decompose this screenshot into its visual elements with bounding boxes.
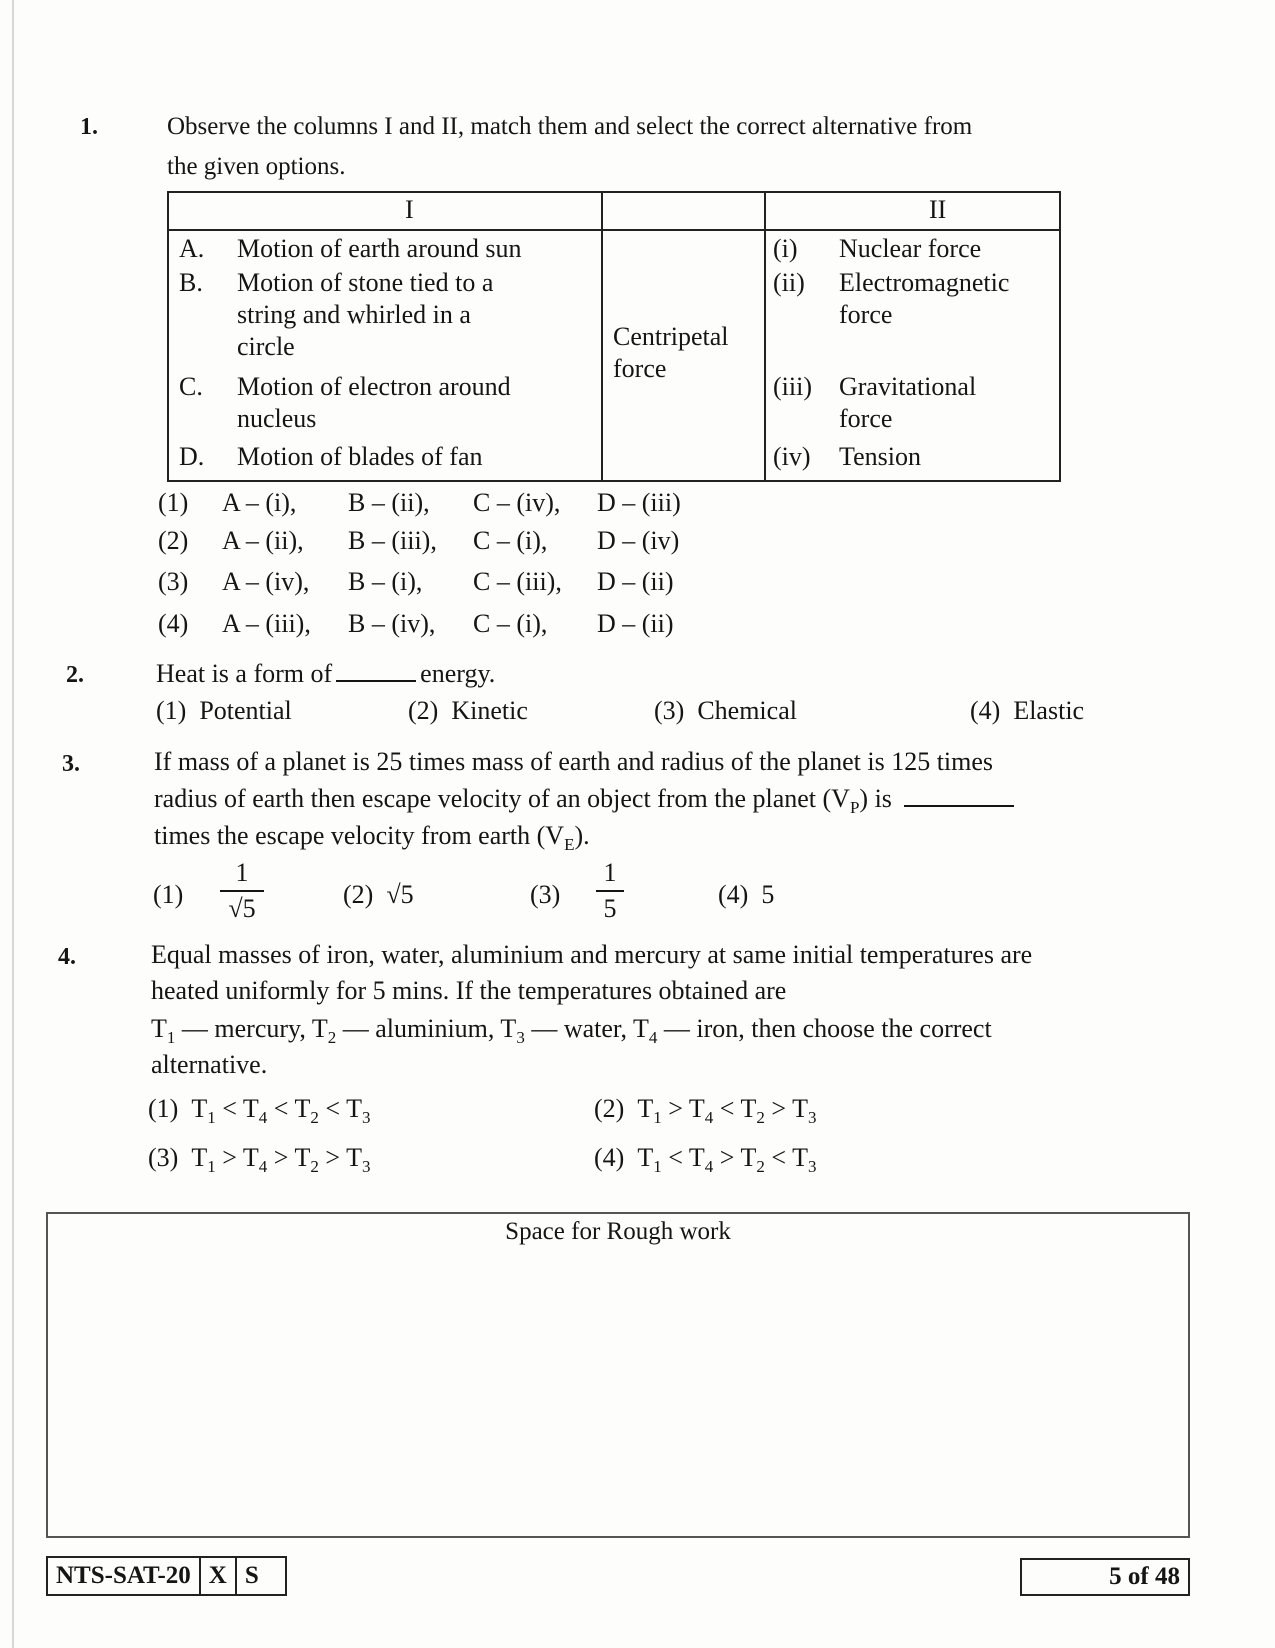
subscript: 2 [310,1157,319,1177]
q3-option-3-number[interactable]: (3) [530,880,561,909]
t-letter: T [637,1094,654,1123]
subscript: 1 [207,1108,216,1128]
question-3-line-3-end: ). [574,821,590,850]
q2-option-1-text: Potential [199,696,292,725]
q1-option-1-number[interactable]: (1) [158,488,189,517]
match-table [167,191,1061,482]
q1-option-1-d: D – (iii) [597,488,681,517]
q3-option-1-fraction [220,858,264,924]
fraction-numerator: 1 [603,858,617,887]
q4-option-3[interactable] [148,1143,370,1177]
q2-option-2-number: (2) [408,696,439,725]
row-C-letter: C. [179,372,203,401]
row-B-text-3: circle [237,332,295,361]
rough-work-label: Space for Rough work [505,1218,731,1245]
row-D-letter: D. [179,442,205,471]
q4-option-3-number: (3) [148,1143,179,1172]
row-iv-label: (iv) [773,442,811,471]
q2-option-3-text: Chemical [697,696,797,725]
q4-option-1[interactable] [148,1094,370,1128]
question-4-number: 4. [58,944,76,970]
line-3-segment-4: — iron, then choose the correct [657,1014,992,1043]
question-4-line-1: Equal masses of iron, water, aluminium and mercury at same initial temperatures are [151,940,1033,969]
column-I-header: I [405,195,414,224]
q1-option-2-b: B – (iii), [348,526,437,555]
row-ii-text-1: Electromagnetic [839,268,1010,297]
row-C-text-1: Motion of electron around [237,372,511,401]
q1-option-4-a: A – (iii), [222,609,311,638]
q3-option-4[interactable] [718,880,774,910]
question-1-line-2: the given options. [167,153,346,180]
q1-option-2-a: A – (ii), [222,526,304,555]
subscript: 2 [310,1108,319,1128]
q2-option-4[interactable] [970,696,1084,726]
relation: > T [713,1143,757,1172]
row-iv-text: Tension [839,442,921,471]
q1-option-2-c: C – (i), [473,526,548,555]
row-i-label: (i) [773,234,798,263]
q1-option-3-c: C – (iii), [473,567,562,596]
row-B-letter: B. [179,268,203,297]
relation: < T [713,1094,757,1123]
relation: > T [764,1094,808,1123]
question-3-line-2-end: ) is [859,784,892,813]
q4-option-2-number: (2) [594,1094,625,1123]
question-4-line-4: alternative. [151,1050,268,1079]
q4-option-4[interactable] [594,1143,816,1177]
set-code: S [235,1558,285,1594]
page-edge [12,0,14,1648]
q3-option-4-number: (4) [718,880,749,909]
q1-option-1-c: C – (iv), [473,488,561,517]
fraction-numerator: 1 [235,858,249,887]
row-A-letter: A. [179,234,205,263]
subscript: 3 [361,1157,371,1177]
row-i-text: Nuclear force [839,234,982,263]
t2-subscript: 2 [327,1028,337,1048]
relation: < T [267,1094,311,1123]
q2-option-3-number: (3) [654,696,685,725]
q1-option-3-d: D – (ii) [597,567,674,596]
q4-option-2[interactable] [594,1094,816,1128]
q1-option-1-b: B – (ii), [348,488,430,517]
q3-option-1-number[interactable]: (1) [153,880,184,909]
answer-blank [336,656,416,682]
row-C-text-2: nucleus [237,404,317,433]
row-B-text-1: Motion of stone tied to a [237,268,494,297]
q2-option-1[interactable] [156,696,292,726]
q2-option-2-text: Kinetic [451,696,528,725]
question-4-line-2: heated uniformly for 5 mins. If the temperatures obtained are [151,976,787,1005]
row-iii-text-1: Gravitational [839,372,977,401]
relation: > T [661,1094,705,1123]
q2-option-1-number: (1) [156,696,187,725]
rough-work-box[interactable] [46,1212,1190,1538]
line-3-segment-1: — mercury, T [175,1014,328,1043]
relation: > T [267,1143,311,1172]
fraction-denominator: 5 [603,894,617,923]
t-letter: T [637,1143,654,1172]
question-3-line-3-text: times the escape velocity from earth (V [154,821,565,850]
q4-option-4-number: (4) [594,1143,625,1172]
row-ii-text-2: force [839,300,893,329]
subscript: 2 [756,1157,765,1177]
class-code: X [199,1558,235,1594]
subscript: 4 [704,1108,714,1128]
q2-option-3[interactable] [654,696,797,726]
q2-option-4-number: (4) [970,696,1001,725]
subscript-p: P [849,798,860,818]
q3-option-2-number: (2) [343,880,374,909]
relation: > T [318,1143,362,1172]
subscript: 1 [653,1157,662,1177]
q1-option-4-d: D – (ii) [597,609,674,638]
t-letter: T [191,1143,208,1172]
subscript: 1 [653,1108,662,1128]
q2-option-2[interactable] [408,696,528,726]
relation: < T [764,1143,808,1172]
q1-option-3-b: B – (i), [348,567,423,596]
subscript: 2 [756,1108,765,1128]
question-3-line-3 [154,817,590,863]
q1-option-3-number[interactable]: (3) [158,567,189,596]
t-letter: T [191,1094,208,1123]
q4-option-1-number: (1) [148,1094,179,1123]
question-4-line-3 [151,1010,992,1056]
question-2-stem-end: energy. [420,659,496,688]
q3-option-3-fraction [596,858,624,924]
question-3-number: 3. [62,751,80,777]
page-number-box [1020,1558,1190,1596]
line-3-segment-3: — water, T [524,1014,649,1043]
subscript: 4 [704,1157,714,1177]
paper-code: NTS-SAT-20 [56,1562,191,1589]
question-3-line-1: If mass of a planet is 25 times mass of earth and radius of the planet is 125 times [154,747,994,776]
q3-option-2[interactable] [343,880,414,910]
row-B-text-2: string and whirled in a [237,300,471,329]
t1-subscript: 1 [166,1028,176,1048]
subscript: 4 [258,1157,268,1177]
t1-letter: T [151,1014,167,1043]
subscript: 3 [807,1157,817,1177]
q1-option-1-a: A – (i), [222,488,297,517]
relation: > T [215,1143,259,1172]
subscript: 1 [207,1157,216,1177]
q2-option-4-text: Elastic [1013,696,1085,725]
relation: < T [215,1094,259,1123]
line-3-segment-2: — aluminium, T [336,1014,517,1043]
q1-option-4-b: B – (iv), [348,609,436,638]
q3-option-2-text: √5 [386,880,414,909]
question-1-number: 1. [80,114,98,140]
q1-option-4-c: C – (i), [473,609,548,638]
row-A-text: Motion of earth around sun [237,234,522,263]
row-D-text: Motion of blades of fan [237,442,483,471]
question-3-line-2-text: radius of earth then escape velocity of an object from the planet (V [154,784,850,813]
t3-subscript: 3 [516,1028,525,1048]
q1-option-2-d: D – (iv) [597,526,680,555]
page-number: 5 of 48 [1109,1563,1180,1590]
subscript: 3 [807,1108,817,1128]
relation: < T [318,1094,362,1123]
answer-blank [904,781,1014,807]
fraction-denominator: √5 [228,894,256,923]
row-ii-label: (ii) [773,268,805,297]
paper-code-box [46,1556,287,1596]
question-2-stem-start: Heat is a form of [156,659,333,688]
question-1-line-1: Observe the columns I and II, match them and select the correct alternative from [167,113,973,140]
column-II-header: II [929,195,947,224]
row-iii-text-2: force [839,404,893,433]
subscript: 3 [361,1108,371,1128]
question-2-number: 2. [66,662,84,688]
middle-text-1: Centripetal [613,322,729,351]
middle-text-2: force [613,354,667,383]
q3-option-4-text: 5 [761,880,775,909]
q1-option-4-number[interactable]: (4) [158,609,189,638]
q1-option-3-a: A – (iv), [222,567,310,596]
q1-option-2-number[interactable]: (2) [158,526,189,555]
question-2-stem [156,655,495,692]
relation: < T [661,1143,705,1172]
subscript: 4 [258,1108,268,1128]
t4-subscript: 4 [648,1028,658,1048]
row-iii-label: (iii) [773,372,812,401]
subscript-e: E [564,835,575,855]
